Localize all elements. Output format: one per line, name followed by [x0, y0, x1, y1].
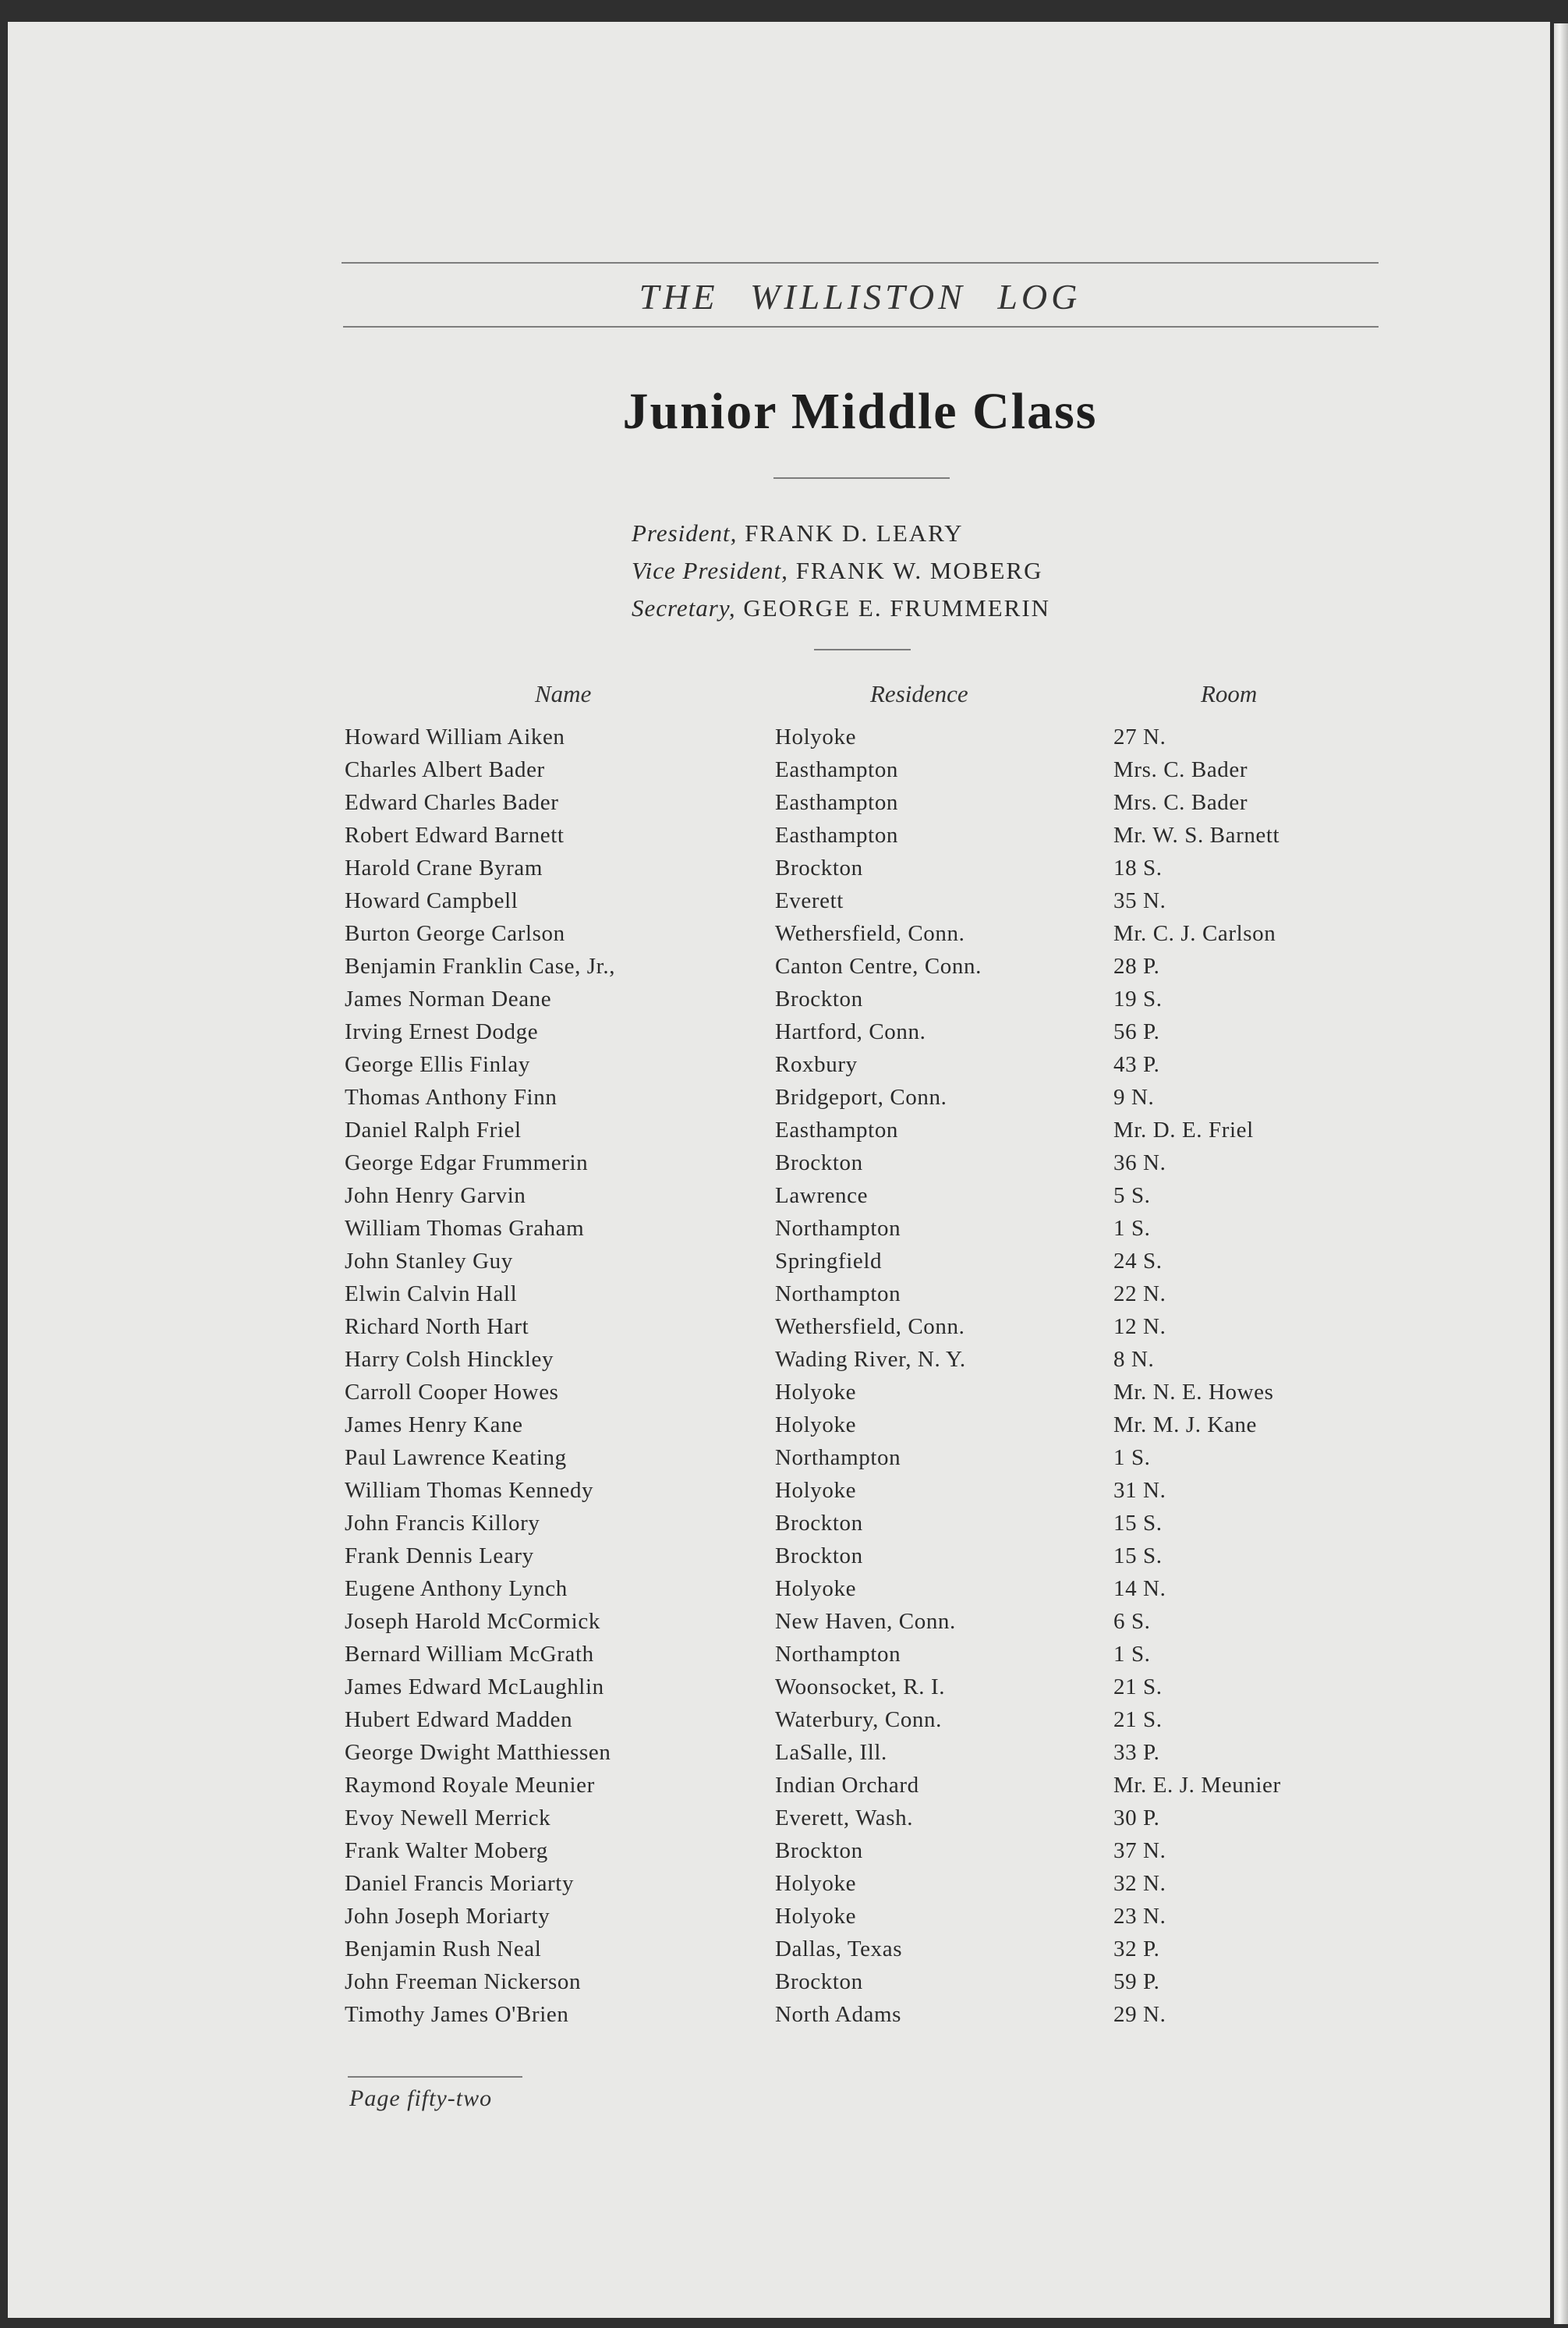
- officer-name: FRANK W. MOBERG: [795, 557, 1043, 584]
- student-row: [0, 1965, 1568, 1998]
- student-name: Robert Edward Barnett: [345, 823, 565, 848]
- student-row: [0, 1802, 1568, 1834]
- student-name: Daniel Francis Moriarty: [345, 1871, 575, 1896]
- student-name: John Freeman Nickerson: [345, 1969, 582, 1994]
- student-row: [0, 1834, 1568, 1867]
- student-row: [0, 1933, 1568, 1965]
- officer-name: FRANK D. LEARY: [745, 519, 964, 547]
- student-name: Frank Walter Moberg: [345, 1838, 548, 1863]
- student-residence: Holyoke: [775, 1871, 857, 1896]
- student-name: Howard Campbell: [345, 888, 519, 913]
- student-name: George Ellis Finlay: [345, 1052, 531, 1077]
- student-name: Frank Dennis Leary: [345, 1543, 534, 1568]
- student-residence: Wethersfield, Conn.: [775, 921, 965, 946]
- student-row: [0, 753, 1568, 786]
- student-residence: Easthampton: [775, 1118, 899, 1143]
- student-residence: Brockton: [775, 1150, 863, 1175]
- student-name: Hubert Edward Madden: [345, 1707, 573, 1732]
- student-row: [0, 1474, 1568, 1507]
- student-row: [0, 1376, 1568, 1408]
- student-residence: Holyoke: [775, 1478, 857, 1503]
- student-residence: Wethersfield, Conn.: [775, 1314, 965, 1339]
- student-name: James Henry Kane: [345, 1412, 523, 1437]
- student-row: [0, 1245, 1568, 1277]
- student-room: 36 N.: [1113, 1150, 1166, 1175]
- student-row: [0, 786, 1568, 819]
- student-row: [0, 1179, 1568, 1212]
- student-row: [0, 1441, 1568, 1474]
- student-room: 14 N.: [1113, 1576, 1166, 1601]
- student-name: Benjamin Rush Neal: [345, 1936, 542, 1961]
- officers-list: [632, 515, 1050, 627]
- student-name: George Dwight Matthiessen: [345, 1740, 611, 1765]
- student-residence: Northampton: [775, 1642, 901, 1667]
- student-name: John Henry Garvin: [345, 1183, 526, 1208]
- student-row: [0, 1900, 1568, 1933]
- student-residence: Easthampton: [775, 790, 899, 815]
- student-room: 12 N.: [1113, 1314, 1166, 1339]
- student-room: 31 N.: [1113, 1478, 1166, 1503]
- student-residence: North Adams: [775, 2002, 902, 2027]
- student-residence: Everett, Wash.: [775, 1805, 914, 1830]
- student-room: 1 S.: [1113, 1642, 1151, 1667]
- student-name: James Edward McLaughlin: [345, 1674, 604, 1699]
- student-row: [0, 1408, 1568, 1441]
- student-row: [0, 1703, 1568, 1736]
- student-room: Mr. W. S. Barnett: [1113, 823, 1280, 848]
- officer-secretary: [632, 590, 1050, 627]
- student-room: 21 S.: [1113, 1707, 1163, 1732]
- student-residence: Brockton: [775, 1969, 863, 1994]
- student-room: 43 P.: [1113, 1052, 1160, 1077]
- student-room: 32 N.: [1113, 1871, 1166, 1896]
- student-residence: Everett: [775, 888, 844, 913]
- student-room: 21 S.: [1113, 1674, 1163, 1699]
- student-room: 24 S.: [1113, 1249, 1163, 1274]
- student-name: Daniel Ralph Friel: [345, 1118, 522, 1143]
- student-name: Harry Colsh Hinckley: [345, 1347, 554, 1372]
- student-row: [0, 1998, 1568, 2031]
- student-name: Burton George Carlson: [345, 921, 565, 946]
- student-residence: Brockton: [775, 1543, 863, 1568]
- student-residence: Holyoke: [775, 725, 857, 749]
- student-row: [0, 950, 1568, 983]
- student-residence: Hartford, Conn.: [775, 1019, 926, 1044]
- officer-name: GEORGE E. FRUMMERIN: [743, 594, 1051, 622]
- student-room: Mr. N. E. Howes: [1113, 1380, 1274, 1405]
- student-residence: Holyoke: [775, 1904, 857, 1929]
- student-residence: Springfield: [775, 1249, 883, 1274]
- student-room: 28 P.: [1113, 954, 1160, 979]
- student-room: 5 S.: [1113, 1183, 1151, 1208]
- page-number: Page fifty-two: [349, 2085, 493, 2111]
- student-residence: Roxbury: [775, 1052, 858, 1077]
- student-room: 29 N.: [1113, 2002, 1166, 2027]
- student-room: Mr. E. J. Meunier: [1113, 1773, 1281, 1798]
- student-room: 8 N.: [1113, 1347, 1155, 1372]
- student-name: Edward Charles Bader: [345, 790, 559, 815]
- student-row: [0, 983, 1568, 1015]
- student-residence: Northampton: [775, 1216, 901, 1241]
- student-row: [0, 1343, 1568, 1376]
- student-room: 9 N.: [1113, 1085, 1155, 1110]
- student-row: [0, 884, 1568, 917]
- student-name: Harold Crane Byram: [345, 856, 543, 881]
- student-room: 59 P.: [1113, 1969, 1160, 1994]
- student-room: 56 P.: [1113, 1019, 1160, 1044]
- student-row: [0, 917, 1568, 950]
- student-room: 32 P.: [1113, 1936, 1160, 1961]
- student-room: 6 S.: [1113, 1609, 1151, 1634]
- student-room: 15 S.: [1113, 1543, 1163, 1568]
- student-residence: Holyoke: [775, 1412, 857, 1437]
- student-row: [0, 1671, 1568, 1703]
- student-residence: Holyoke: [775, 1576, 857, 1601]
- student-row: [0, 1540, 1568, 1572]
- student-name: Eugene Anthony Lynch: [345, 1576, 568, 1601]
- title-divider: [773, 477, 950, 479]
- student-row: [0, 1769, 1568, 1802]
- student-room: Mr. M. J. Kane: [1113, 1412, 1257, 1437]
- student-room: 33 P.: [1113, 1740, 1160, 1765]
- student-roster: [0, 721, 1568, 2031]
- student-room: Mr. C. J. Carlson: [1113, 921, 1276, 946]
- student-residence: Canton Centre, Conn.: [775, 954, 982, 979]
- student-name: William Thomas Graham: [345, 1216, 585, 1241]
- student-row: [0, 1572, 1568, 1605]
- student-row: [0, 1638, 1568, 1671]
- student-name: John Stanley Guy: [345, 1249, 513, 1274]
- student-room: 35 N.: [1113, 888, 1166, 913]
- student-room: 1 S.: [1113, 1445, 1151, 1470]
- student-residence: Dallas, Texas: [775, 1936, 903, 1961]
- student-room: 18 S.: [1113, 856, 1163, 881]
- student-row: [0, 1146, 1568, 1179]
- student-residence: Brockton: [775, 856, 863, 881]
- student-name: Paul Lawrence Keating: [345, 1445, 567, 1470]
- student-residence: Brockton: [775, 1511, 863, 1536]
- running-head: THE WILLISTON LOG: [639, 277, 1081, 317]
- student-row: [0, 1081, 1568, 1114]
- student-row: [0, 1277, 1568, 1310]
- student-row: [0, 1114, 1568, 1146]
- student-room: 15 S.: [1113, 1511, 1163, 1536]
- student-name: John Joseph Moriarty: [345, 1904, 550, 1929]
- student-residence: Bridgeport, Conn.: [775, 1085, 947, 1110]
- student-residence: Easthampton: [775, 757, 899, 782]
- student-residence: Waterbury, Conn.: [775, 1707, 942, 1732]
- officer-role: Vice President,: [632, 557, 788, 584]
- student-row: [0, 1867, 1568, 1900]
- student-room: Mrs. C. Bader: [1113, 757, 1248, 782]
- student-room: 30 P.: [1113, 1805, 1160, 1830]
- student-residence: Northampton: [775, 1445, 901, 1470]
- student-row: [0, 852, 1568, 884]
- student-room: 27 N.: [1113, 725, 1166, 749]
- student-row: [0, 819, 1568, 852]
- header-bottom-rule: [343, 326, 1379, 328]
- student-residence: Holyoke: [775, 1380, 857, 1405]
- student-residence: Indian Orchard: [775, 1773, 919, 1798]
- student-residence: Woonsocket, R. I.: [775, 1674, 946, 1699]
- student-residence: New Haven, Conn.: [775, 1609, 956, 1634]
- student-room: 22 N.: [1113, 1281, 1166, 1306]
- officers-divider: [814, 649, 911, 650]
- student-name: William Thomas Kennedy: [345, 1478, 594, 1503]
- student-row: [0, 1310, 1568, 1343]
- student-residence: LaSalle, Ill.: [775, 1740, 887, 1765]
- student-name: Howard William Aiken: [345, 725, 565, 749]
- student-name: Richard North Hart: [345, 1314, 529, 1339]
- student-name: Carroll Cooper Howes: [345, 1380, 559, 1405]
- student-row: [0, 1015, 1568, 1048]
- student-room: 1 S.: [1113, 1216, 1151, 1241]
- student-row: [0, 1212, 1568, 1245]
- footer-rule: [348, 2076, 522, 2078]
- student-name: Timothy James O'Brien: [345, 2002, 569, 2027]
- student-name: Thomas Anthony Finn: [345, 1085, 557, 1110]
- student-room: 23 N.: [1113, 1904, 1166, 1929]
- officer-role: Secretary,: [632, 594, 736, 622]
- student-residence: Lawrence: [775, 1183, 869, 1208]
- student-row: [0, 1605, 1568, 1638]
- student-name: Bernard William McGrath: [345, 1642, 594, 1667]
- student-room: 19 S.: [1113, 987, 1163, 1012]
- column-header-residence: Residence: [870, 680, 968, 707]
- officer-president: [632, 515, 1050, 552]
- student-residence: Northampton: [775, 1281, 901, 1306]
- student-name: Benjamin Franklin Case, Jr.,: [345, 954, 616, 979]
- student-name: Charles Albert Bader: [345, 757, 545, 782]
- student-row: [0, 1507, 1568, 1540]
- student-room: 37 N.: [1113, 1838, 1166, 1863]
- student-name: Evoy Newell Merrick: [345, 1805, 551, 1830]
- student-row: [0, 721, 1568, 753]
- student-residence: Brockton: [775, 987, 863, 1012]
- officer-vice-president: [632, 552, 1050, 590]
- student-name: Irving Ernest Dodge: [345, 1019, 539, 1044]
- student-room: Mrs. C. Bader: [1113, 790, 1248, 815]
- student-row: [0, 1048, 1568, 1081]
- student-row: [0, 1736, 1568, 1769]
- student-name: Elwin Calvin Hall: [345, 1281, 518, 1306]
- student-room: Mr. D. E. Friel: [1113, 1118, 1254, 1143]
- column-header-name: Name: [535, 680, 592, 707]
- student-name: Raymond Royale Meunier: [345, 1773, 595, 1798]
- student-name: John Francis Killory: [345, 1511, 540, 1536]
- officer-role: President,: [632, 519, 738, 547]
- student-name: Joseph Harold McCormick: [345, 1609, 600, 1634]
- student-residence: Wading River, N. Y.: [775, 1347, 966, 1372]
- student-residence: Brockton: [775, 1838, 863, 1863]
- class-title: Junior Middle Class: [622, 383, 1098, 440]
- student-name: George Edgar Frummerin: [345, 1150, 589, 1175]
- student-name: James Norman Deane: [345, 987, 552, 1012]
- column-header-room: Room: [1201, 680, 1258, 707]
- student-residence: Easthampton: [775, 823, 899, 848]
